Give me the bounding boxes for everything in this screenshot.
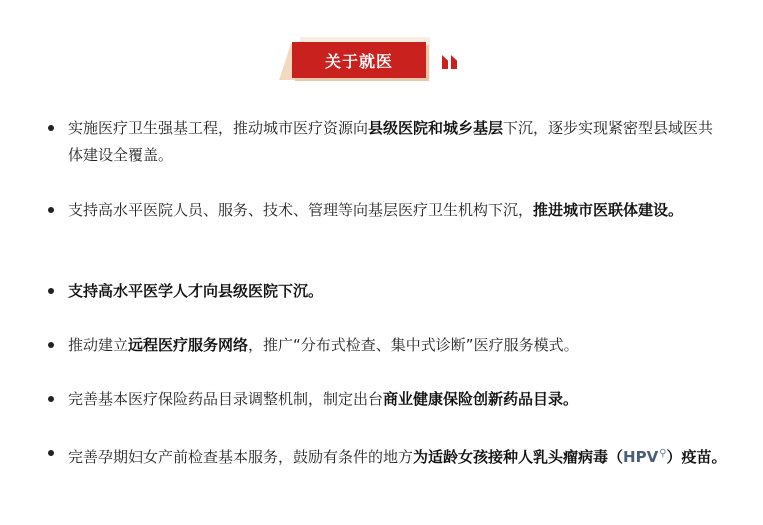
list-item bbox=[48, 386, 728, 413]
item-text-bold: 商业健康保险创新药品目录。 bbox=[383, 390, 579, 408]
list-item bbox=[48, 197, 728, 224]
item-text-bold: 远程医疗服务网络 bbox=[128, 336, 249, 354]
item-text-part: 完善基本医疗保险药品目录调整机制，制定出台 bbox=[68, 390, 384, 408]
section-title: 关于就医 bbox=[292, 42, 426, 78]
item-text bbox=[68, 115, 728, 169]
item-text-part: 实施医疗卫生强基工程，推动城市医疗资源向 bbox=[68, 119, 369, 137]
item-text-part: 完善孕期妇女产前检查基本服务，鼓励有条件的地方 bbox=[68, 448, 414, 466]
item-text bbox=[68, 386, 728, 413]
item-text bbox=[68, 440, 728, 471]
bullet-icon bbox=[48, 396, 54, 402]
item-text-bold: 县级医院和城乡基层 bbox=[368, 119, 504, 137]
item-text-bold: 支持高水平医学人才向县级医院下沉。 bbox=[68, 282, 324, 300]
bullet-icon bbox=[48, 288, 54, 294]
list-item bbox=[48, 115, 728, 169]
item-text bbox=[68, 197, 728, 224]
item-text-bold: ）疫苗。 bbox=[666, 448, 727, 466]
item-text-bold: 为适龄女孩接种人乳头瘤病毒（ bbox=[413, 448, 624, 466]
item-text-part: 推动建立 bbox=[68, 336, 129, 354]
item-text-bold: 推进城市医联体建设。 bbox=[533, 201, 684, 219]
bullet-icon bbox=[48, 342, 54, 348]
item-text-part: 支持高水平医院人员、服务、技术、管理等向基层医疗卫生机构下沉， bbox=[68, 201, 534, 219]
list-item bbox=[48, 278, 728, 305]
quote-icon bbox=[442, 55, 460, 69]
item-text-part: ，推广“分布式检查、集中式诊断”医疗服务模式。 bbox=[248, 336, 579, 354]
search-icon[interactable]: ⚲ bbox=[659, 448, 667, 459]
item-text-part: 下沉，逐步实现紧密型县域医共体建设全覆盖。 bbox=[68, 119, 714, 164]
list-item bbox=[48, 440, 728, 471]
item-text bbox=[68, 332, 728, 359]
item-text bbox=[68, 278, 728, 305]
hpv-link[interactable]: HPV bbox=[623, 448, 659, 466]
bullet-icon bbox=[48, 450, 54, 456]
list-item bbox=[48, 332, 728, 359]
bullet-icon bbox=[48, 125, 54, 131]
section-header bbox=[0, 0, 763, 100]
bullet-icon bbox=[48, 207, 54, 213]
